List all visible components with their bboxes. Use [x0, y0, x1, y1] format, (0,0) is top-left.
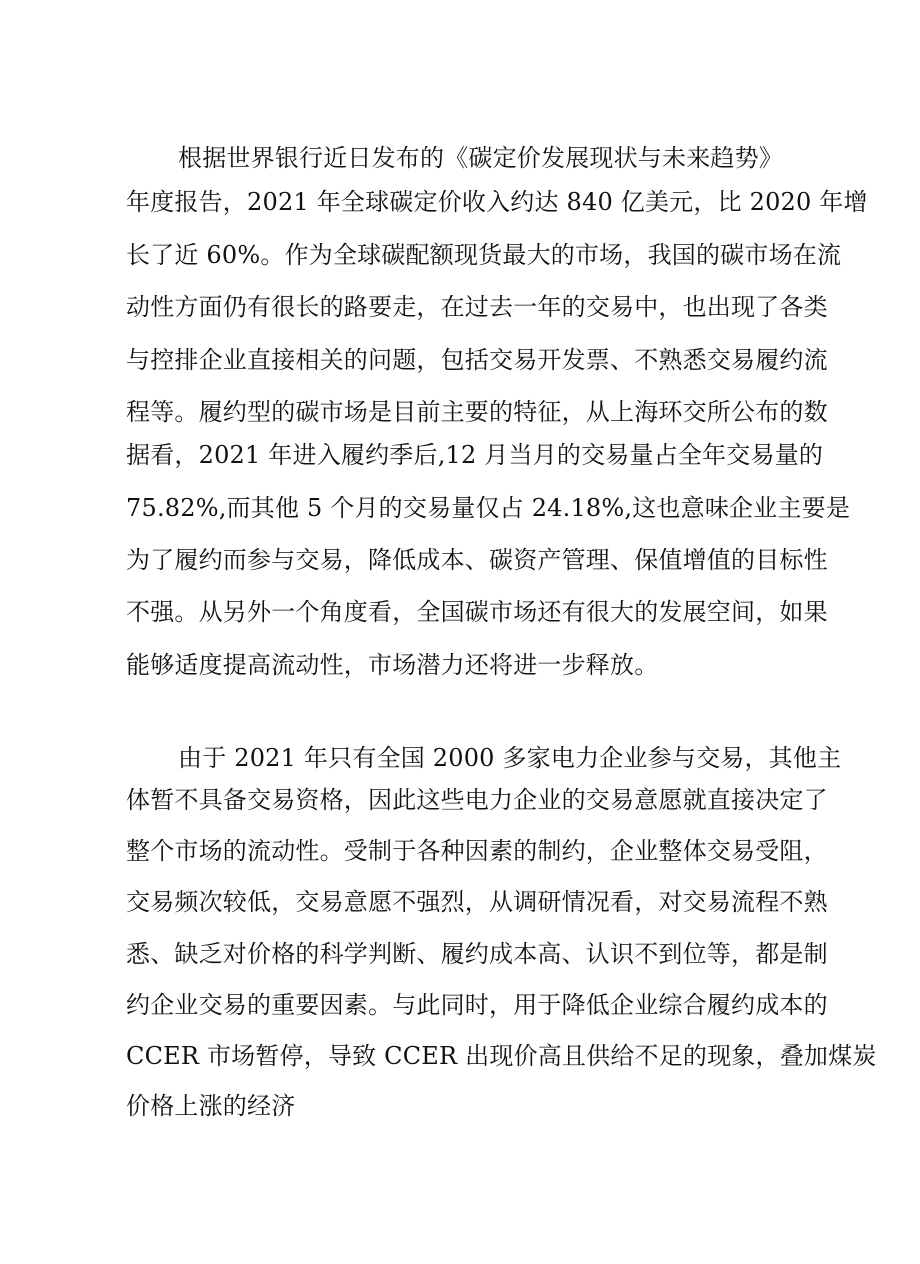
paragraph-1-line-4: 动性方面仍有很长的路要走，在过去一年的交易中，也出现了各类	[126, 293, 828, 321]
paragraph-1-line-11: 能够适度提高流动性，市场潜力还将进一步释放。	[126, 651, 659, 679]
paragraph-1-line-1: 根据世界银行近日发布的《碳定价发展现状与未来趋势》	[178, 144, 783, 172]
paragraph-2-line-1: 由于 2021 年只有全国 2000 多家电力企业参与交易，其他主	[178, 744, 842, 772]
paragraph-1-line-8: 75.82%,而其他 5 个月的交易量仅占 24.18%,这也意味企业主要是	[126, 494, 851, 522]
paragraph-2-line-2: 体暂不具备交易资格，因此这些电力企业的交易意愿就直接决定了	[126, 786, 828, 814]
paragraph-1-line-9: 为了履约而参与交易，降低成本、碳资产管理、保值增值的目标性	[126, 546, 828, 574]
paragraph-1-line-10: 不强。从另外一个角度看，全国碳市场还有很大的发展空间，如果	[126, 598, 828, 626]
paragraph-1-line-6: 程等。履约型的碳市场是目前主要的特征，从上海环交所公布的数	[126, 398, 828, 426]
paragraph-1-line-7: 据看，2021 年进入履约季后,12 月当月的交易量占全年交易量的	[126, 441, 824, 469]
paragraph-1-line-5: 与控排企业直接相关的问题，包括交易开发票、不熟悉交易履约流	[126, 346, 828, 374]
paragraph-2-line-4: 交易频次较低，交易意愿不强烈，从调研情况看，对交易流程不熟	[126, 888, 828, 916]
paragraph-1-line-2: 年度报告，2021 年全球碳定价收入约达 840 亿美元，比 2020 年增	[126, 188, 868, 216]
paragraph-1-line-3: 长了近 60%。作为全球碳配额现货最大的市场，我国的碳市场在流	[126, 241, 842, 269]
paragraph-2-line-6: 约企业交易的重要因素。与此同时，用于降低企业综合履约成本的	[126, 991, 828, 1019]
paragraph-2-line-3: 整个市场的流动性。受制于各种因素的制约，企业整体交易受阻，	[126, 837, 828, 865]
paragraph-2-line-8: 价格上涨的经济	[126, 1092, 296, 1120]
paragraph-2-line-7: CCER 市场暂停，导致 CCER 出现价高且供给不足的现象，叠加煤炭	[126, 1042, 877, 1070]
paragraph-2-line-5: 悉、缺乏对价格的科学判断、履约成本高、认识不到位等，都是制	[126, 940, 828, 968]
